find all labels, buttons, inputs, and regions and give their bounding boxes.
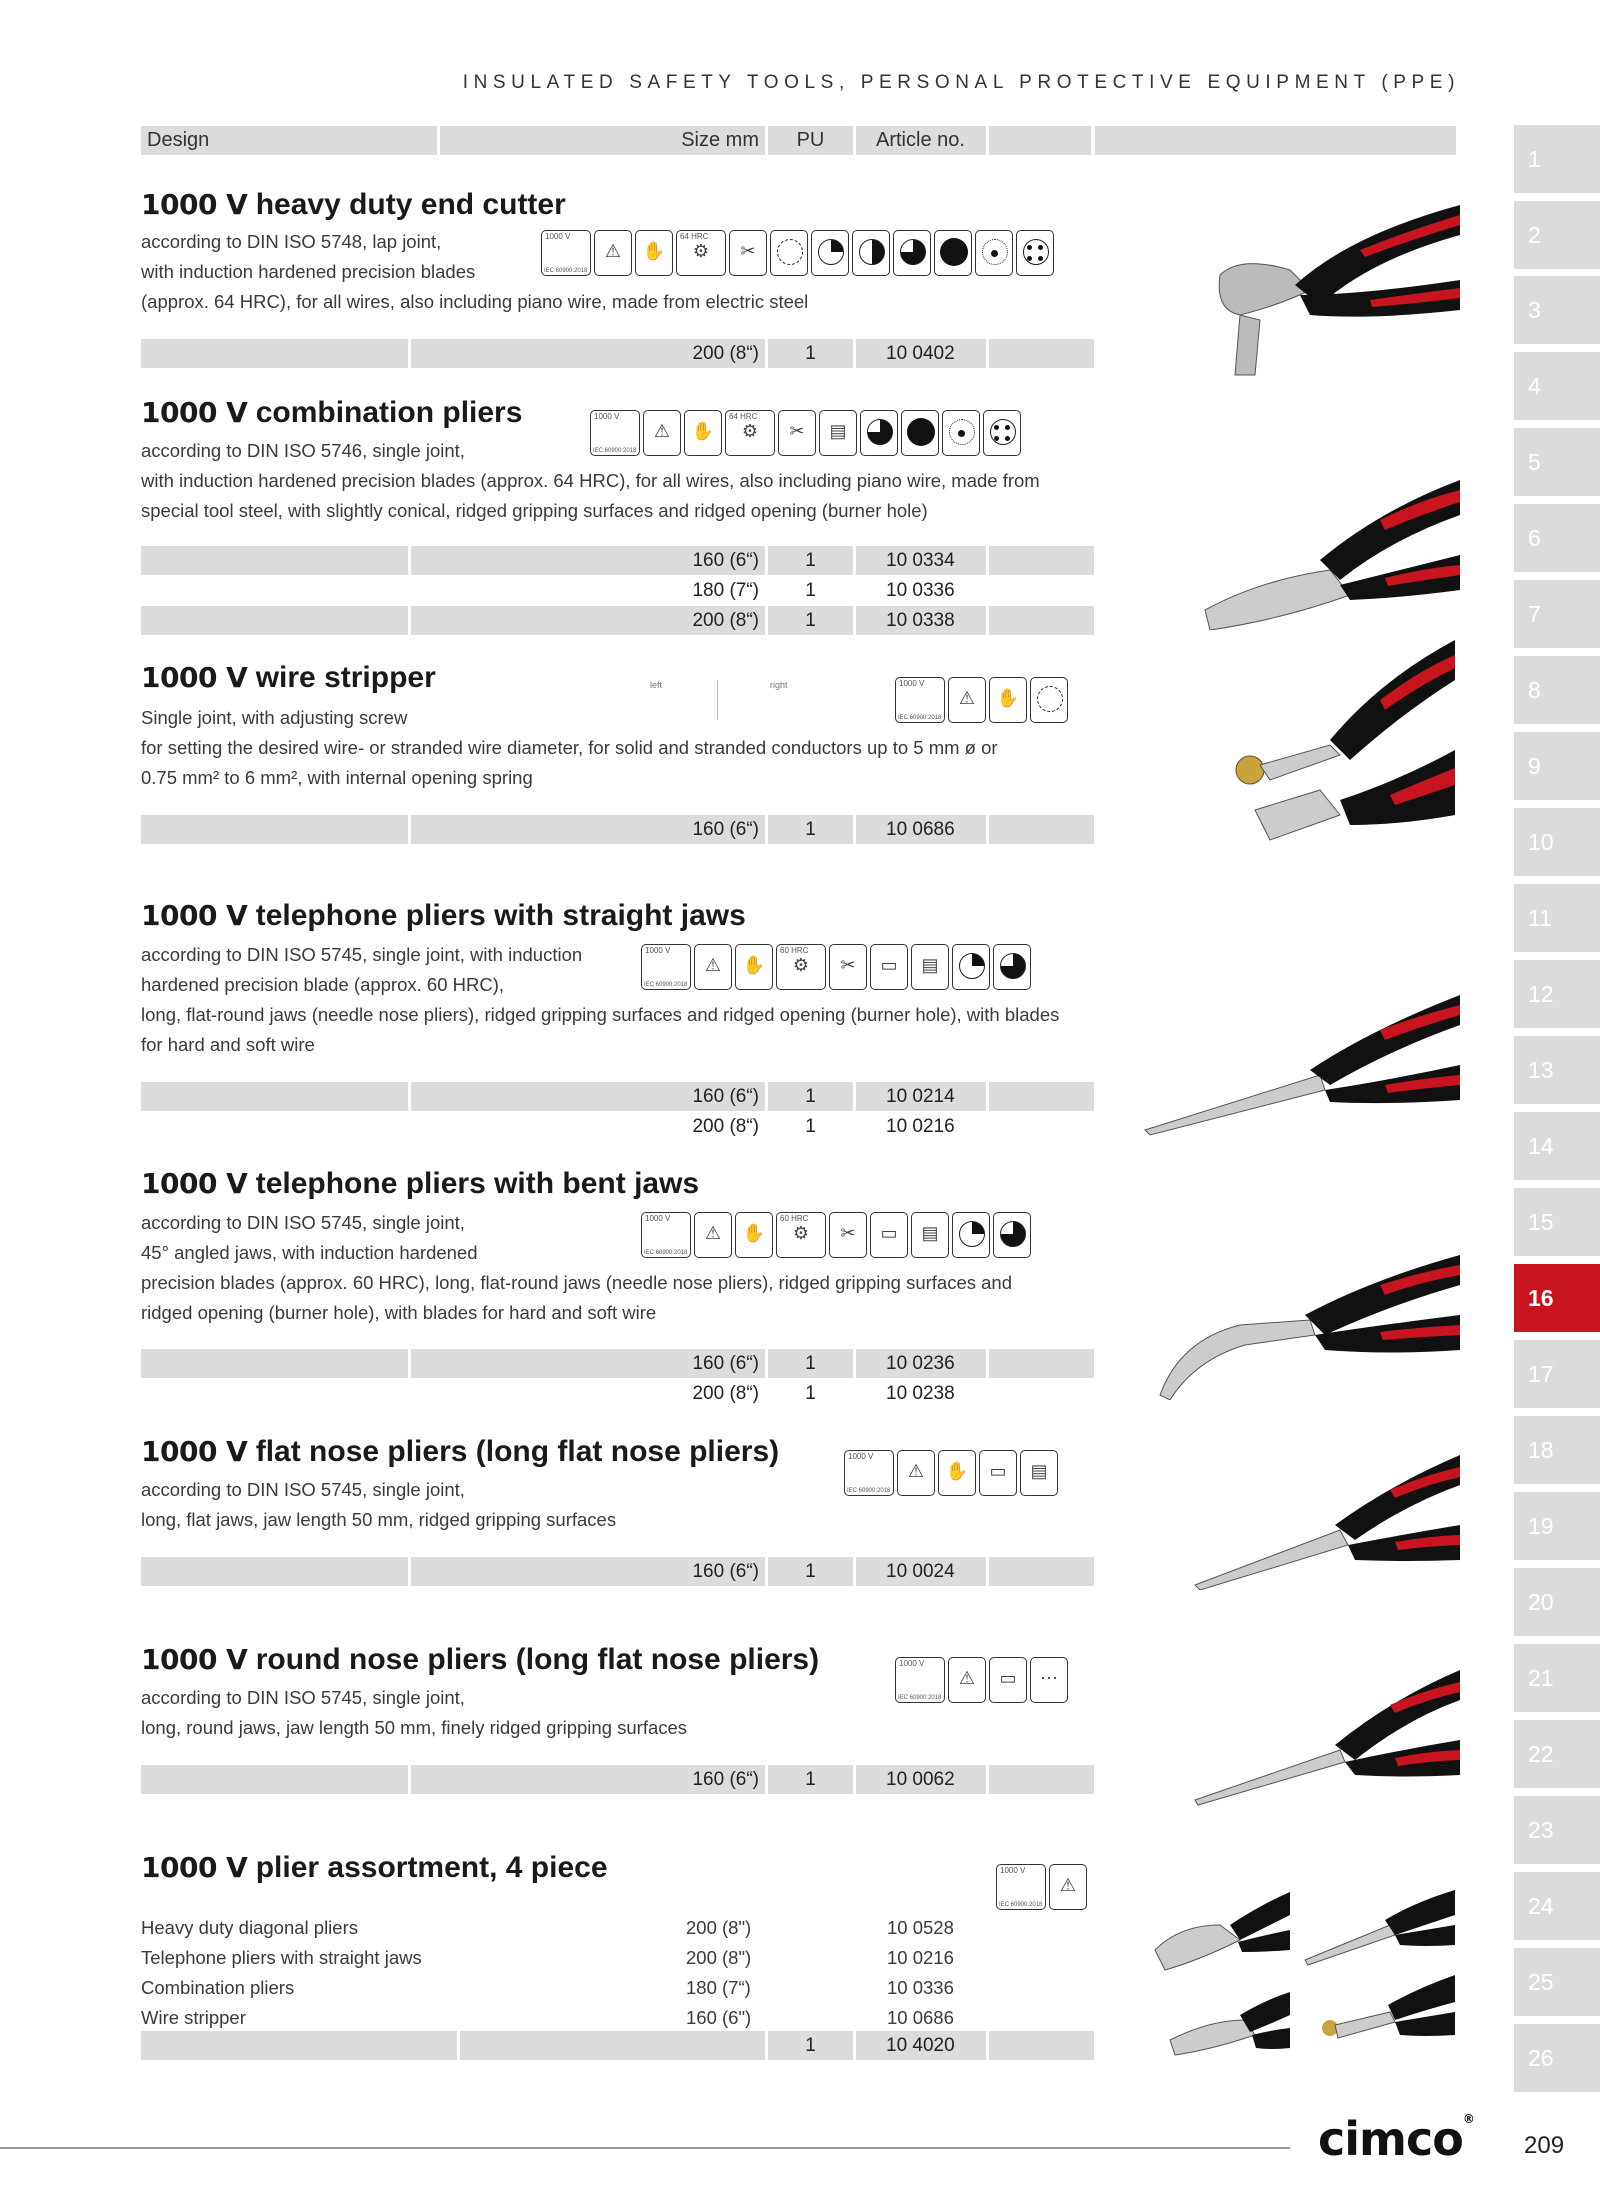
page-number: 209 <box>1524 2132 1565 2159</box>
row-pu: 1 <box>805 610 816 631</box>
hard-wire-icon <box>993 1212 1031 1258</box>
flat-nose-image <box>1190 1440 1460 1590</box>
table-row <box>141 1765 1094 1794</box>
vde-1000v-icon: 1000 V IEC 60900:2018 <box>541 230 591 276</box>
soft-wire-icon <box>770 230 808 276</box>
piano-wire-icon <box>893 230 931 276</box>
full-wire-icon <box>934 230 972 276</box>
table-row <box>141 2031 1094 2060</box>
product-title: 1000 V telephone pliers with straight jaws <box>141 899 746 932</box>
table-row <box>141 1379 1094 1408</box>
divider <box>717 680 718 720</box>
row-size: 180 (7“) <box>692 580 759 601</box>
grip-icon: ✋ <box>684 410 722 456</box>
vde-1000v-icon: 1000 V IEC 60900:2018 <box>844 1450 894 1496</box>
chapter-tab[interactable]: 9 <box>1514 732 1600 800</box>
column-article: Article no. <box>856 126 986 155</box>
grip-icon: ✋ <box>989 677 1027 723</box>
footer-rule <box>0 2147 1290 2149</box>
chapter-tab[interactable]: 24 <box>1514 1872 1600 1940</box>
product-title: 1000 V wire stripper <box>141 661 436 694</box>
desc-line: long, round jaws, jaw length 50 mm, finely ridged gripping surfaces <box>141 1717 688 1738</box>
grip-icon: ✋ <box>635 230 673 276</box>
hard-wire-icon <box>860 410 898 456</box>
gs-approval-icon: ⚠ <box>948 677 986 723</box>
chapter-tab[interactable]: 20 <box>1514 1568 1600 1636</box>
gs-approval-icon: ⚠ <box>897 1450 935 1496</box>
round-nose-image <box>1190 1650 1460 1810</box>
column-image <box>1095 126 1456 155</box>
chapter-tab[interactable]: 21 <box>1514 1644 1600 1712</box>
row-size: 160 (6“) <box>692 819 759 840</box>
table-row <box>141 576 1094 605</box>
wire-stripper-image <box>1230 640 1460 890</box>
chapter-tab[interactable]: 18 <box>1514 1416 1600 1484</box>
row-size: 200 (8“) <box>692 343 759 364</box>
list-item: Wire stripper 160 (6") 10 0686 <box>141 2007 954 2028</box>
stranded-conductor-icon <box>1016 230 1054 276</box>
row-size: 200 (8“) <box>692 610 759 631</box>
column-size: Size mm <box>440 126 765 155</box>
row-pu: 1 <box>805 1086 816 1107</box>
chapter-tab[interactable]: 23 <box>1514 1796 1600 1864</box>
gs-approval-icon: ⚠ <box>1049 1864 1087 1910</box>
row-article: 10 0402 <box>886 343 955 364</box>
row-article: 10 0024 <box>886 1561 955 1582</box>
feature-icons <box>844 1450 1058 1496</box>
telephone-bent-image <box>1150 1250 1460 1400</box>
table-row <box>141 606 1094 635</box>
row-article: 10 0336 <box>886 580 955 601</box>
row-article: 10 0062 <box>886 1769 955 1790</box>
row-size: 160 (6“) <box>692 1086 759 1107</box>
row-size: 160 (6“) <box>692 1769 759 1790</box>
gs-approval-icon: ⚠ <box>643 410 681 456</box>
round-jaw-icon: ⋯ <box>1030 1657 1068 1703</box>
row-size: 200 (8“) <box>692 1383 759 1404</box>
row-article: 10 0238 <box>886 1383 955 1404</box>
chapter-tab[interactable]: 19 <box>1514 1492 1600 1560</box>
table-row <box>141 1557 1094 1586</box>
assortment-image <box>1150 1880 1460 2060</box>
feature-icons <box>895 677 1068 723</box>
desc-line: according to DIN ISO 5745, single joint, <box>141 1687 465 1708</box>
desc-line: Single joint, with adjusting screw <box>141 707 408 728</box>
solid-conductor-icon <box>975 230 1013 276</box>
row-pu: 1 <box>805 343 816 364</box>
desc-line: for setting the desired wire- or stranded wire diameter, for solid and stranded conductors up to 5 mm ø or <box>141 737 998 758</box>
gs-approval-icon: ⚠ <box>948 1657 986 1703</box>
desc-line: ridged opening (burner hole), with blades for hard and soft wire <box>141 1302 657 1323</box>
stranded-conductor-icon <box>983 410 1021 456</box>
vde-1000v-icon: 1000 V IEC 60900:2018 <box>641 944 691 990</box>
desc-line: with induction hardened precision blades <box>141 261 476 282</box>
feature-icons <box>641 1212 1031 1258</box>
row-article: 10 0214 <box>886 1086 955 1107</box>
column-blank <box>989 126 1091 155</box>
row-pu: 1 <box>805 819 816 840</box>
row-size: 160 (6“) <box>692 550 759 571</box>
desc-line: long, flat-round jaws (needle nose pliers), ridged gripping surfaces and ridged opening (burner hole), with blades <box>141 1004 1060 1025</box>
feature-icons <box>590 410 1021 456</box>
hrc-hardness-icon: 64 HRC ⚙ <box>676 230 726 276</box>
row-pu: 1 <box>805 1353 816 1374</box>
page-header: INSULATED SAFETY TOOLS, PERSONAL PROTECTIVE EQUIPMENT (PPE) <box>462 72 1460 93</box>
gripping-surface-icon: ▤ <box>911 1212 949 1258</box>
soft-wire-icon <box>1030 677 1068 723</box>
vde-1000v-icon: 1000 V IEC 60900:2018 <box>895 1657 945 1703</box>
chapter-tab[interactable]: 17 <box>1514 1340 1600 1408</box>
chapter-tab[interactable]: 13 <box>1514 1036 1600 1104</box>
desc-line: according to DIN ISO 5745, single joint, <box>141 1479 465 1500</box>
desc-line: with induction hardened precision blades (approx. 64 HRC), for all wires, also including piano wire, made from <box>141 470 1040 491</box>
row-size: 200 (8“) <box>692 1116 759 1137</box>
end-cutter-image <box>1200 195 1460 385</box>
brand-logo: cimco® <box>1318 2112 1474 2166</box>
gs-approval-icon: ⚠ <box>594 230 632 276</box>
feature-icons <box>895 1657 1068 1703</box>
left-label: left <box>650 680 663 690</box>
desc-line: special tool steel, with slightly conical, ridged gripping surfaces and ridged opening (burner hole) <box>141 500 928 521</box>
gripping-surface-icon: ▤ <box>911 944 949 990</box>
table-row <box>141 1349 1094 1378</box>
table-row <box>141 546 1094 575</box>
chapter-tab[interactable]: 4 <box>1514 352 1600 420</box>
chapter-tab[interactable]: 11 <box>1514 884 1600 952</box>
desc-line: according to DIN ISO 5745, single joint, <box>141 1212 465 1233</box>
row-pu: 1 <box>805 1561 816 1582</box>
row-article: 10 0686 <box>886 819 955 840</box>
desc-line: long, flat jaws, jaw length 50 mm, ridged gripping surfaces <box>141 1509 617 1530</box>
flat-jaw-icon: ▭ <box>979 1450 1017 1496</box>
medium-wire-icon <box>952 944 990 990</box>
desc-line: precision blades (approx. 60 HRC), long, flat-round jaws (needle nose pliers), ridged gripping surfaces and <box>141 1272 1012 1293</box>
list-item: Telephone pliers with straight jaws 200 (8") 10 0216 <box>141 1947 954 1968</box>
list-item: Combination pliers 180 (7“) 10 0336 <box>141 1977 954 1998</box>
medium-wire-icon <box>811 230 849 276</box>
gs-approval-icon: ⚠ <box>694 944 732 990</box>
desc-line: 45° angled jaws, with induction hardened <box>141 1242 478 1263</box>
chapter-tab[interactable]: 1 <box>1514 125 1600 193</box>
row-size: 160 (6“) <box>692 1353 759 1374</box>
chapter-tab[interactable]: 26 <box>1514 2024 1600 2092</box>
desc-line: (approx. 64 HRC), for all wires, also including piano wire, made from electric steel <box>141 291 809 312</box>
chapter-tab[interactable]: 10 <box>1514 808 1600 876</box>
table-row <box>141 815 1094 844</box>
medium-wire-icon <box>952 1212 990 1258</box>
column-design: Design <box>141 126 437 155</box>
vde-1000v-icon: 1000 V IEC 60900:2018 <box>641 1212 691 1258</box>
column-pu: PU <box>768 126 853 155</box>
gripping-surface-icon: ▤ <box>819 410 857 456</box>
row-article: 10 0216 <box>886 1116 955 1137</box>
grip-icon: ✋ <box>735 944 773 990</box>
table-row <box>141 1082 1094 1111</box>
product-title: 1000 V round nose pliers (long flat nose pliers) <box>141 1643 820 1676</box>
cutting-icon: ✂ <box>729 230 767 276</box>
table-row <box>141 1112 1094 1141</box>
chapter-tab[interactable]: 3 <box>1514 276 1600 344</box>
hard-wire-icon <box>852 230 890 276</box>
chapter-tab[interactable]: 5 <box>1514 428 1600 496</box>
cutting-icon: ✂ <box>778 410 816 456</box>
row-pu: 1 <box>805 1769 816 1790</box>
hrc-hardness-icon: 64 HRC ⚙ <box>725 410 775 456</box>
chapter-tab[interactable]: 22 <box>1514 1720 1600 1788</box>
desc-line: according to DIN ISO 5746, single joint, <box>141 440 465 461</box>
row-pu: 1 <box>805 2035 816 2056</box>
product-title: 1000 V plier assortment, 4 piece <box>141 1851 608 1884</box>
combination-pliers-image <box>1200 470 1460 630</box>
flat-jaw-icon: ▭ <box>870 944 908 990</box>
product-title: 1000 V heavy duty end cutter <box>141 188 566 221</box>
grip-icon: ✋ <box>938 1450 976 1496</box>
row-article: 10 0334 <box>886 550 955 571</box>
hard-wire-icon <box>993 944 1031 990</box>
chapter-tab[interactable]: 14 <box>1514 1112 1600 1180</box>
vde-1000v-icon: 1000 V IEC 60900:2018 <box>996 1864 1046 1910</box>
gripping-surface-icon: ▤ <box>1020 1450 1058 1496</box>
row-article: 10 4020 <box>886 2035 955 2056</box>
row-article: 10 0338 <box>886 610 955 631</box>
row-pu: 1 <box>805 1383 816 1404</box>
hrc-hardness-icon: 60 HRC ⚙ <box>776 944 826 990</box>
gs-approval-icon: ⚠ <box>694 1212 732 1258</box>
desc-line: 0.75 mm² to 6 mm², with internal opening spring <box>141 767 533 788</box>
hrc-hardness-icon: 60 HRC ⚙ <box>776 1212 826 1258</box>
row-pu: 1 <box>805 550 816 571</box>
cutting-icon: ✂ <box>829 1212 867 1258</box>
chapter-tab[interactable]: 12 <box>1514 960 1600 1028</box>
flat-jaw-icon: ▭ <box>989 1657 1027 1703</box>
row-pu: 1 <box>805 580 816 601</box>
cutting-icon: ✂ <box>829 944 867 990</box>
telephone-straight-image <box>1140 990 1460 1140</box>
product-title: 1000 V flat nose pliers (long flat nose pliers) <box>141 1435 780 1468</box>
grip-icon: ✋ <box>735 1212 773 1258</box>
vde-1000v-icon: 1000 V IEC 60900:2018 <box>590 410 640 456</box>
table-row <box>141 339 1094 368</box>
feature-icons <box>641 944 1031 990</box>
row-size: 160 (6“) <box>692 1561 759 1582</box>
chapter-tab-active[interactable]: 16 <box>1514 1264 1600 1332</box>
assortment-list <box>141 1913 1094 2033</box>
desc-line: for hard and soft wire <box>141 1034 315 1055</box>
vde-1000v-icon: 1000 V IEC 60900:2018 <box>895 677 945 723</box>
product-title: 1000 V combination pliers <box>141 396 523 429</box>
desc-line: according to DIN ISO 5748, lap joint, <box>141 231 442 252</box>
row-pu: 1 <box>805 1116 816 1137</box>
flat-jaw-icon: ▭ <box>870 1212 908 1258</box>
right-label: right <box>770 680 788 690</box>
chapter-tab[interactable]: 25 <box>1514 1948 1600 2016</box>
list-item: Heavy duty diagonal pliers 200 (8") 10 0528 <box>141 1917 954 1938</box>
chapter-tab[interactable]: 2 <box>1514 201 1600 269</box>
row-article: 10 0236 <box>886 1353 955 1374</box>
solid-conductor-icon <box>942 410 980 456</box>
feature-icons <box>996 1864 1087 1910</box>
desc-line: hardened precision blade (approx. 60 HRC), <box>141 974 505 995</box>
desc-line: according to DIN ISO 5745, single joint, with induction <box>141 944 583 965</box>
feature-icons <box>541 230 1054 276</box>
chapter-tab[interactable]: 8 <box>1514 656 1600 724</box>
chapter-tab[interactable]: 15 <box>1514 1188 1600 1256</box>
full-wire-icon <box>901 410 939 456</box>
chapter-tab[interactable]: 7 <box>1514 580 1600 648</box>
chapter-tab[interactable]: 6 <box>1514 504 1600 572</box>
product-title: 1000 V telephone pliers with bent jaws <box>141 1167 700 1200</box>
